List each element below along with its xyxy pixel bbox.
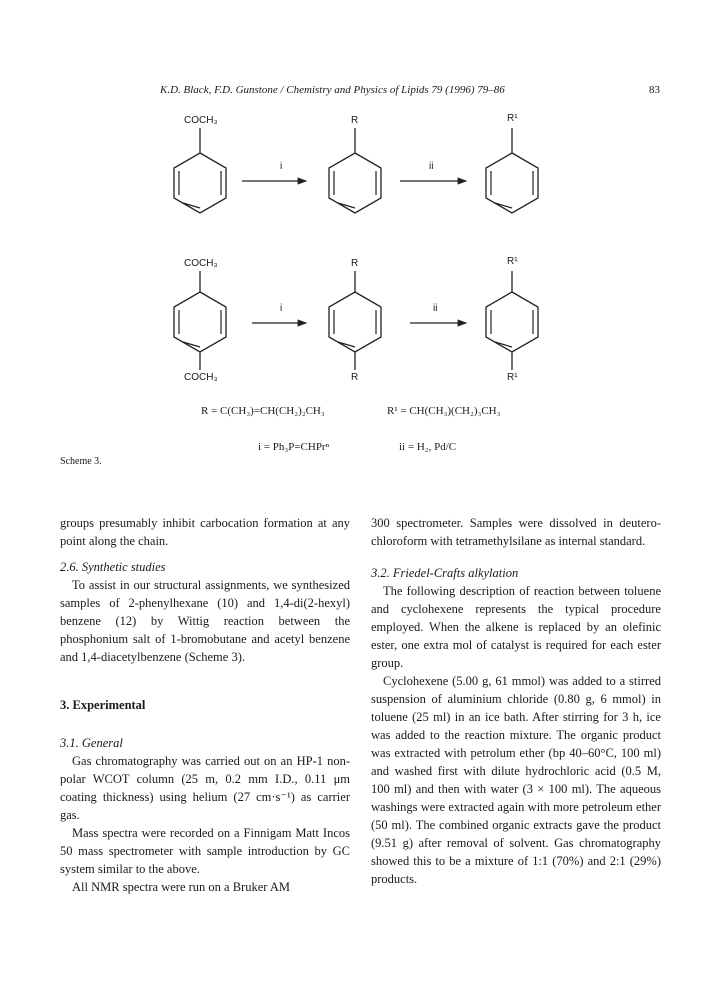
row2-r-bottom-label: R: [351, 372, 359, 383]
right-paragraph-cyclohexene: Cyclohexene (5.00 g, 61 mmol) was added to a stirred suspension of aluminium chloride (0.80 g, 6 mmol) in toluene (25 ml) in an ice bath. After stirring for 3 h, ice was added to the reaction mixture. The organic product was extracted with petrolum ether (bp 40–60°C, 100 ml) and washed first with dilute hydrochloric acid (0.5 M, 100 ml) and then with water (3 × 100 ml). The aqueous washings were extracted again with more petroleum ether (50 ml). The combined organic extracts gave the product (9.51 g) after removal of solvent. Gas chromatography showed this to be a mixture of 1:1 (70%) and 2:1 (29%) products.: [371, 674, 661, 886]
row2-diacetylbenzene: [174, 271, 226, 370]
subsection-3-2-heading: 3.2. Friedel-Crafts alkylation: [371, 566, 519, 580]
row1-step-i: i: [280, 161, 283, 172]
scheme-3-figure: [0, 0, 720, 450]
left-paragraph-nmr: All NMR spectra were run on a Bruker AM: [72, 880, 291, 894]
row1-r-label: R: [351, 115, 359, 126]
row1-alkenylbenzene: [329, 128, 381, 213]
row2-step-ii: ii: [433, 303, 438, 314]
page-number: 83: [649, 84, 660, 96]
definition-r: R = C(CH₃)=CH(CH₂)₂CH₃: [201, 405, 325, 417]
right-paragraph-continued: 300 spectrometer. Samples were dissolved in deutero-chloroform with tetramethylsilane as internal standard.: [371, 516, 661, 548]
definition-r1: R¹ = CH(CH₃)(CH₂)₃CH₃: [387, 405, 501, 417]
running-title: K.D. Black, F.D. Gunstone / Chemistry and Physics of Lipids 79 (1996) 79–86: [160, 84, 505, 96]
row1-coch3-label: COCH₃: [184, 115, 218, 126]
definition-reagent-ii: ii = H₂, Pd/C: [399, 441, 457, 453]
section-3-heading: 3. Experimental: [60, 698, 146, 712]
row2-r-top-label: R: [351, 258, 359, 269]
left-paragraph-synthetic: To assist in our structural assignments, we synthesized samples of 2-phenylhexane (10) and 1,4-di(2-hexyl) benzene (12) by Wittig reaction between the phosphonium salt of 1-bromobutane and acetyl benzene and 1,4-diacetylbenzene (Scheme 3).: [60, 578, 350, 664]
row1-step-ii: ii: [429, 161, 434, 172]
left-paragraph-ms: Mass spectra were recorded on a Finnigam Matt Incos 50 mass spectrometer with sample introduction by GC system similar to the above.: [60, 826, 350, 876]
row2-r1-bottom-label: R¹: [507, 372, 518, 383]
right-column: [371, 514, 661, 888]
right-paragraph-procedure: The following description of reaction between toluene and cyclohexene represents the typical procedure employed. When the alkene is replaced by an olefinic ester, one extra mol of catalyst is required for each ester group.: [371, 584, 661, 670]
row1-acetylbenzene: [174, 128, 226, 213]
row1-r1-label: R¹: [507, 113, 518, 124]
left-paragraph-gc: Gas chromatography was carried out on an HP-1 non-polar WCOT column (25 m, 0.2 mm I.D., 0.11 μm coating thickness) using helium (27 cm·s⁻¹) as carrier gas.: [60, 754, 350, 822]
definition-reagent-i: i = Ph₃P=CHPrⁿ: [258, 441, 330, 453]
scheme-caption: Scheme 3.: [60, 456, 102, 467]
row2-r1-top-label: R¹: [507, 256, 518, 267]
subsection-2-6-heading: 2.6. Synthetic studies: [60, 560, 166, 574]
left-column: [60, 514, 350, 896]
left-paragraph-continued: groups presumably inhibit carbocation formation at any point along the chain.: [60, 516, 350, 548]
row1-alkylbenzene: [486, 128, 538, 213]
subsection-3-1-heading: 3.1. General: [60, 736, 123, 750]
row2-coch3-top-label: COCH₃: [184, 258, 218, 269]
row2-dialkenylbenzene: [329, 271, 381, 370]
row2-dialkylbenzene: [486, 271, 538, 370]
row2-coch3-bottom-label: COCH₃: [184, 372, 218, 383]
row2-step-i: i: [280, 303, 283, 314]
